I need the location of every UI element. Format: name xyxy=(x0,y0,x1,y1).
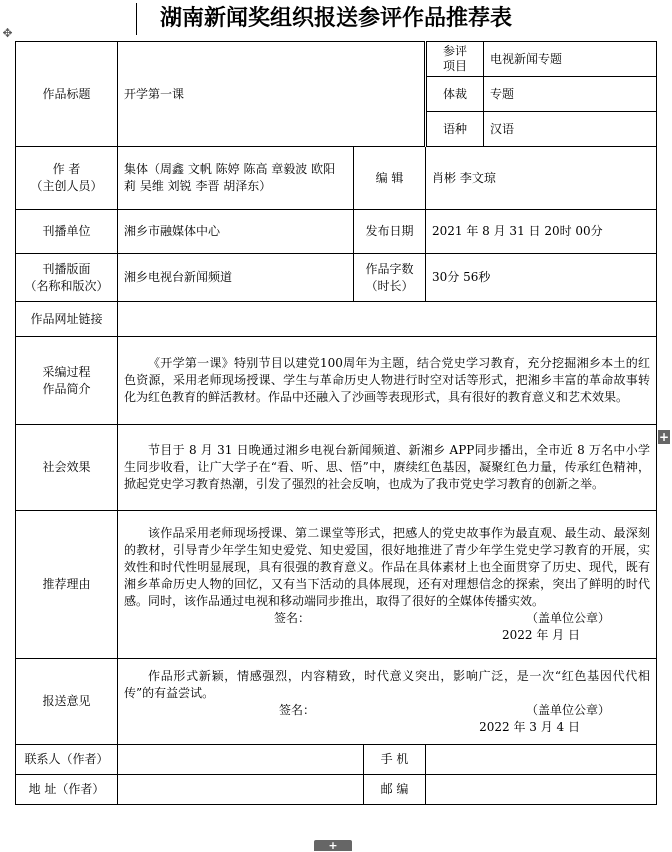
contact-label: 联系人（作者） xyxy=(16,745,118,775)
author-label: 作 者 （主创人员） xyxy=(16,147,118,210)
reason-cell[interactable] xyxy=(118,511,657,659)
work-title-value[interactable]: 开学第一课 xyxy=(118,42,426,147)
genre-value[interactable]: 专题 xyxy=(484,77,657,112)
edition-label: 刊播版面 （名称和版次） xyxy=(16,254,118,302)
reason-seal-label: （盖单位公章） xyxy=(525,611,610,625)
publish-date-value[interactable]: 2021 年 8 月 31 日 20时 00分 xyxy=(426,210,657,254)
add-row-plus-icon[interactable]: + xyxy=(314,840,352,851)
url-label: 作品网址链接 xyxy=(16,302,118,337)
work-title-label: 作品标题 xyxy=(16,42,118,147)
language-label: 语种 xyxy=(426,112,484,147)
opinion-cell[interactable] xyxy=(118,659,657,745)
address-label: 地 址（作者） xyxy=(16,775,118,805)
address-value[interactable] xyxy=(118,775,364,805)
summary-value[interactable]: 《开学第一课》特别节目以建党100周年为主题，结合党史学习教育，充分挖掘湘乡本土的红色资源，采用老师现场授课、学生与革命历史人物进行时空对话等形式，把湘乡丰富的革命故事转化为红色教育的鲜活教材。作品中还融入了沙画等表现形式，具有很好的教育意义和艺术效果。 xyxy=(118,337,657,425)
reason-label: 推荐理由 xyxy=(16,511,118,659)
publisher-value[interactable]: 湘乡市融媒体中心 xyxy=(118,210,354,254)
genre-label: 体裁 xyxy=(426,77,484,112)
opinion-date: 2022 年 3 月 4 日 xyxy=(479,719,580,734)
summary-label: 采编过程 作品简介 xyxy=(16,337,118,425)
editor-label: 编 辑 xyxy=(354,147,426,210)
length-value[interactable]: 30分 56秒 xyxy=(426,254,657,302)
opinion-sign-label: 签名： xyxy=(279,702,316,717)
reason-date: 2022 年 月 日 xyxy=(502,628,580,642)
reason-text: 该作品采用老师现场授课、第二课堂等形式，把感人的党史故事作为最直观、最生动、最深刻的教材，引导青少年学生知史爱党、知史爱国，很好地推进了青少年学生党史学习教育的开展，实效性和时代性明显展现，具有很强的教育意义。作品在具体素材上也全面贯穿了历史、现代，既有湘乡革命历史人物的回忆，又有当下活动的具体展现，还有对理想信念的探索，突出了鲜明的时代感。同时，该作品通过电视和移动端同步推出，取得了很好的全媒体传播实效。 xyxy=(124,526,650,608)
publisher-label: 刊播单位 xyxy=(16,210,118,254)
table-move-handle-icon[interactable]: ✥ xyxy=(2,26,13,40)
recommendation-form-table xyxy=(15,41,657,805)
form-title: 湖南新闻奖组织报送参评作品推荐表 xyxy=(159,5,512,31)
language-value[interactable]: 汉语 xyxy=(484,112,657,147)
publish-date-label: 发布日期 xyxy=(354,210,426,254)
postcode-value[interactable] xyxy=(426,775,657,805)
effect-value[interactable]: 节目于 8 月 31 日晚通过湘乡电视台新闻频道、新湘乡 APP同步播出，全市近 8 万名中小学生同步收看，让广大学子在“看、听、思、悟”中，赓续红色基因，凝聚红色力量，传承红色精神，掀起党史学习教育热潮，引发了强烈的社会反响，也成为了我市党史学习教育的创新之举。 xyxy=(118,425,657,511)
opinion-signature-line xyxy=(124,702,650,719)
category-value[interactable]: 电视新闻专题 xyxy=(484,42,657,77)
text-cursor xyxy=(136,3,137,35)
mobile-value[interactable] xyxy=(426,745,657,775)
postcode-label: 邮 编 xyxy=(364,775,426,805)
opinion-seal-label: （盖单位公章） xyxy=(525,702,610,717)
editor-value[interactable]: 肖彬 李文琼 xyxy=(426,147,657,210)
author-value[interactable]: 集体（周鑫 文帆 陈婷 陈高 章毅波 欧阳莉 吴维 刘锐 李晋 胡泽东） xyxy=(118,147,354,210)
category-label: 参评 项目 xyxy=(426,42,484,77)
mobile-label: 手 机 xyxy=(364,745,426,775)
url-value[interactable] xyxy=(118,302,657,337)
opinion-text: 作品形式新颖，情感强烈，内容精致，时代意义突出，影响广泛，是一次“红色基因代代相传”的有益尝试。 xyxy=(124,668,650,700)
reason-signature-line xyxy=(124,610,650,627)
opinion-label: 报送意见 xyxy=(16,659,118,745)
effect-label: 社会效果 xyxy=(16,425,118,511)
edition-value[interactable]: 湘乡电视台新闻频道 xyxy=(118,254,354,302)
contact-value[interactable] xyxy=(118,745,364,775)
reason-sign-label: 签名： xyxy=(274,611,311,625)
add-column-plus-icon[interactable]: + xyxy=(658,430,670,444)
length-label: 作品字数 （时长） xyxy=(354,254,426,302)
